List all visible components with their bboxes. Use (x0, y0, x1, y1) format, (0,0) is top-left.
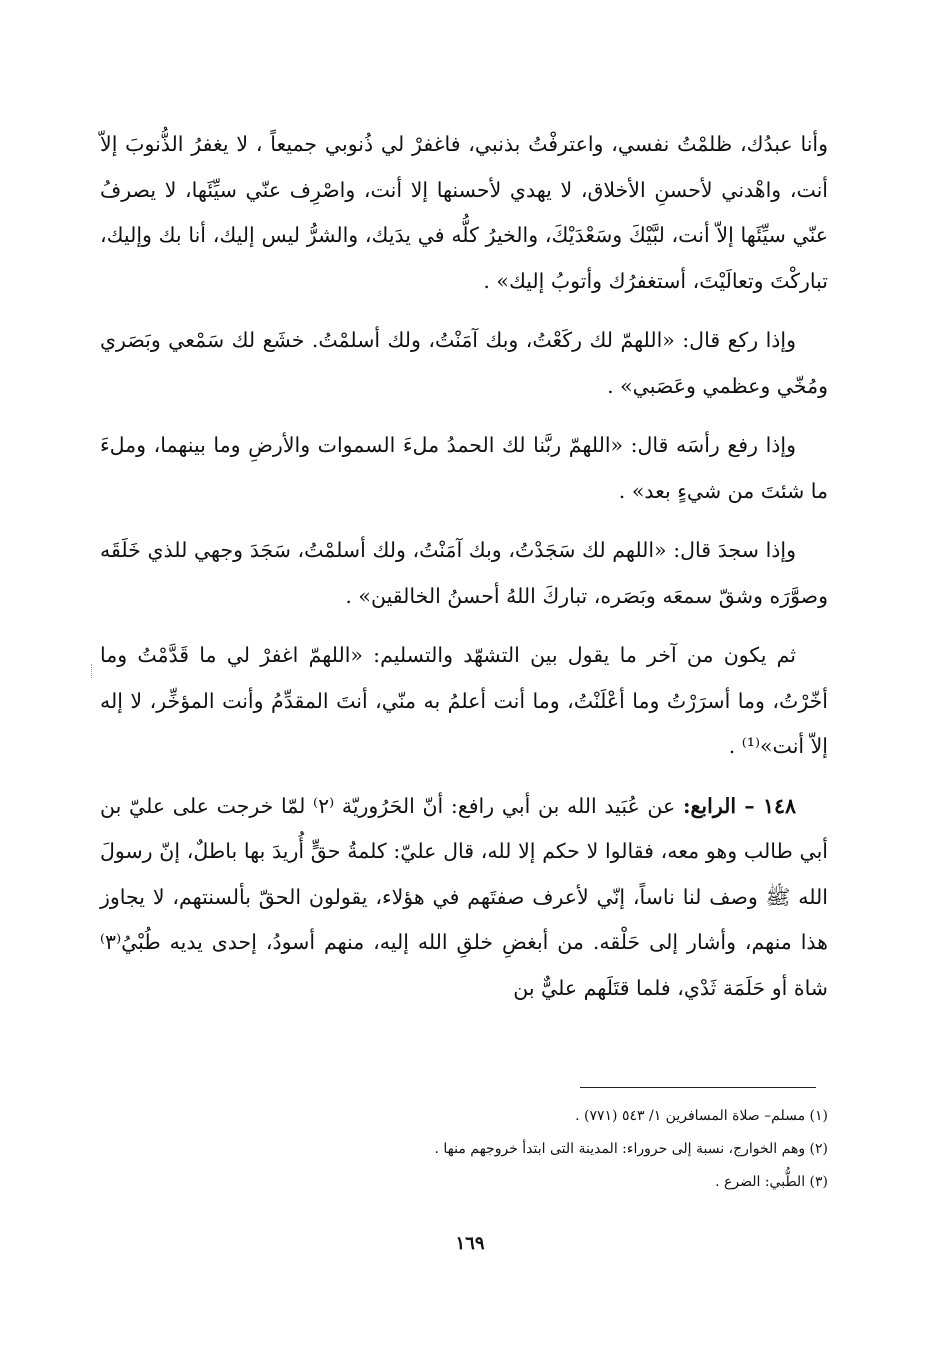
paragraph-rising: وإذا رفع رأسَه قال: «اللهمّ ربَّنا لك الحمدُ ملءَ السموات والأرضِ وما بينهما، وملءَ ما شئتَ من شيءٍ بعد» . (100, 433, 828, 503)
footnote-2: (٢) وهم الخوارج، نسبة إلى حروراء: المدينة التى ابتدأ خروجهم منها . (434, 1141, 828, 1157)
margin-mark (91, 664, 93, 678)
page-number: ١٦٩ (455, 1233, 485, 1254)
hadith-text: عن عُبَيد الله بن أبي رافع: أنّ الحَرُوريّة ⁽٢⁾ لمّا خرجت على عليّ بن أبي طالب وهو معه، فقالوا لا حكم إلا لله، قال عليّ: كلمةُ حقٍّ أُريدَ بها باطلٌ، إنّ رسولَ الله ﷺ وصف لنا ناساً، إنّي لأعرف صفتَهم في هؤلاء، يقولون الحقّ بألسنتهم، لا يجاوز هذا منهم، وأشار إلى حَلْقه. من أبغضِ خلقِ الله إليه، منهم أسودُ، إحدى يديه طُبْيُ⁽٣⁾ شاة أو حَلَمَة ثَدْي، فلما قتَلَهم عليٌّ بن (100, 793, 828, 1000)
paragraph-hadith-148 (100, 784, 828, 1012)
paragraph-tashahhud: ثم يكون من آخر ما يقول بين التشهّد والتسليم: «اللهمّ اغفرْ لي ما قَدَّمْتُ وما أخّرْتُ، وما أسرَرْتُ وما أعْلَنْتُ، وما أنت أعلمُ به منّي، أنتَ المقدِّمُ وأنت المؤخِّر، لا إله إلاّ أنت»⁽¹⁾ . (100, 643, 828, 758)
footnote-1: (١) مسلم– صلاة المسافرين ١/ ٥٤٣ (٧٧١) . (575, 1108, 828, 1124)
paragraph-ruku: وإذا ركع قال: «اللهمّ لك ركَعْتُ، وبك آمَنْتُ، ولك أسلمْتُ. خشَع لك سَمْعي وبَصَري ومُخّي وعظمي وعَصَبي» . (100, 328, 828, 398)
body-text (100, 122, 828, 1011)
hadith-number-heading: ١٤٨ – الرابع: (682, 793, 796, 818)
footnote-3: (٣) الطُّبي: الضرع . (715, 1174, 828, 1190)
paragraph-sujud: وإذا سجدَ قال: «اللهم لك سَجَدْتُ، وبك آمَنْتُ، ولك أسلمْتُ، سَجَدَ وجهي للذي خَلَقَه وصوَّرَه وشقّ سمعَه وبَصَره، تباركَ اللهُ أحسنُ الخالقين» . (100, 538, 828, 608)
footnote-divider (580, 1087, 816, 1088)
footnotes (100, 1100, 828, 1199)
paragraph-prayer-opening: وأنا عبدُك، ظلمْتُ نفسي، واعترفْتُ بذنبي، فاغفرْ لي ذُنوبي جميعاً ، لا يغفرُ الذُّنوبَ إلاّ أنت، واهْدني لأحسنِ الأخلاق، لا يهدي لأحسنها إلا أنت، واصْرِف عنّي سيِّئَها، لا يصرفُ عنّي سيِّئَها إلاّ أنت، لبَّيْكَ وسَعْدَيْكَ، والخيرُ كلُّه في يدَيك، والشرُّ ليس إليك، أنا بك وإليك، تباركْتَ وتعالَيْتَ، أستغفرُك وأتوبُ إليك» . (100, 132, 828, 293)
